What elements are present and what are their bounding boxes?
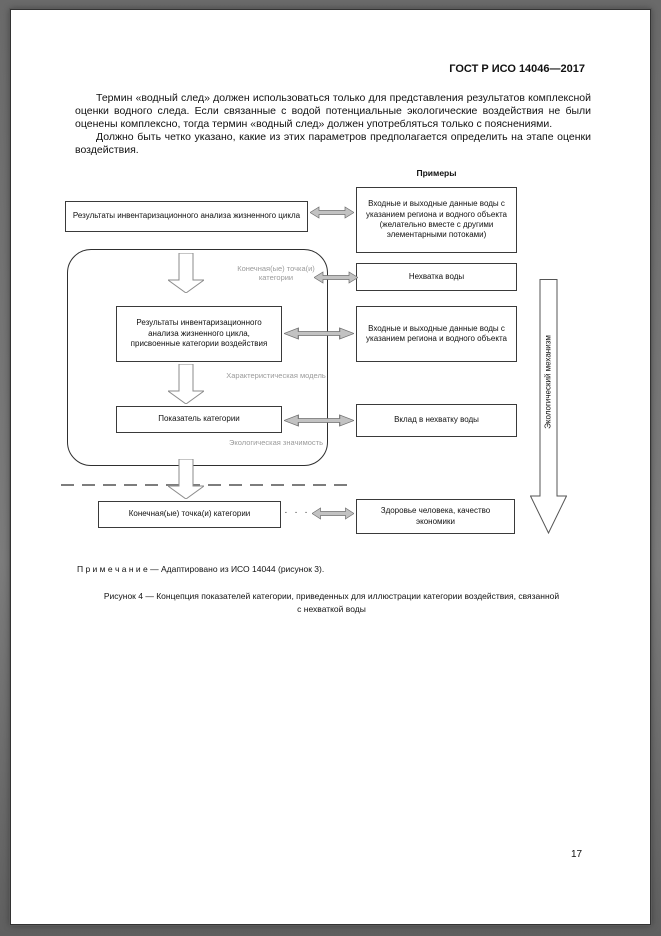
down-arrow-to-endpoint xyxy=(168,459,204,499)
down-arrow-characterization-model xyxy=(168,364,204,404)
double-arrow-lci-example xyxy=(310,206,354,219)
box-example-water-scarcity: Нехватка воды xyxy=(356,263,517,291)
document-page xyxy=(10,9,651,925)
ecological-mechanism-label: Экологический механизм xyxy=(543,335,553,429)
figure-note: П р и м е ч а н и е — Адаптировано из ИСО 14044 (рисунок 3). xyxy=(77,564,325,574)
box-category-indicator: Показатель категории xyxy=(116,406,282,433)
body-paragraph-2: Должно быть четко указано, какие из этих параметров предполагается определить на этапе оценки воздействия. xyxy=(75,131,591,157)
dashed-separator-line xyxy=(61,484,348,486)
down-arrow-lci-to-assigned xyxy=(168,253,204,293)
double-arrow-scarcity-example xyxy=(314,271,358,284)
document-code-header: ГОСТ Р ИСО 14046—2017 xyxy=(449,63,585,75)
figure-caption: Рисунок 4 — Концепция показателей категории, приведенных для иллюстрации категории воздействия, связанной с нехваткой воды xyxy=(103,591,560,614)
box-example-water-io: Входные и выходные данные воды с указанием региона и водного объекта xyxy=(356,306,517,362)
page-number: 17 xyxy=(571,849,583,860)
box-category-endpoint: Конечная(ые) точка(и) категории xyxy=(98,501,281,528)
label-characterization-model: Характеристическая модель xyxy=(226,371,326,380)
box-lci-results-assigned: Результаты инвентаризационного анализа жизненного цикла, присвоенные категории воздействия xyxy=(116,306,282,362)
body-paragraph-1: Термин «водный след» должен использоваться только для представления результатов комплексной оценки водного следа. Если связанные с водой потенциальные экологические воздействия не были оценены комплексно, тогда термин «водный след» должен употребляться только с пояснениями. xyxy=(75,92,591,131)
label-ecological-significance: Экологическая значимость xyxy=(228,438,323,447)
examples-column-heading: Примеры xyxy=(416,168,457,178)
ellipsis-connector: · · · xyxy=(284,507,310,518)
double-arrow-endpoint-example xyxy=(312,507,354,520)
box-lci-results: Результаты инвентаризационного анализа жизненного цикла xyxy=(65,201,308,232)
label-category-endpoint-stage: Конечная(ые) точка(и) категории xyxy=(237,264,315,283)
body-text-block xyxy=(75,92,591,157)
box-example-health-economy: Здоровье человека, качество экономики xyxy=(356,499,515,534)
box-example-scarcity-contribution: Вклад в нехватку воды xyxy=(356,404,517,437)
box-example-water-io-extended: Входные и выходные данные воды с указанием региона и водного объекта (желательно вместе с другими элементарными потоками) xyxy=(356,187,517,253)
double-arrow-indicator-example xyxy=(284,414,354,427)
double-arrow-assigned-example xyxy=(284,327,354,340)
